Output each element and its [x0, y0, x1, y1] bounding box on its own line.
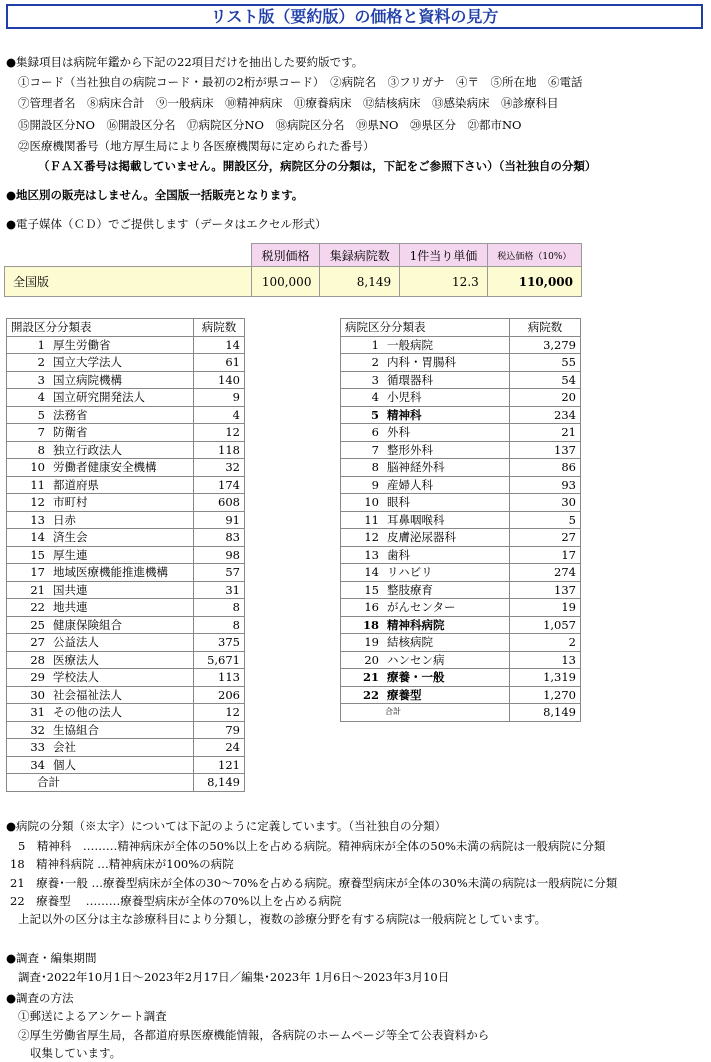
row-count: 140 [194, 371, 245, 389]
row-no: 34 [7, 756, 50, 774]
row-name: 社会福祉法人 [49, 686, 194, 704]
row-name: 医療法人 [49, 651, 194, 669]
price-header: 集録病院数 [320, 244, 400, 267]
row-name: 防衛省 [49, 424, 194, 442]
table-row [341, 354, 581, 372]
price-count: 8,149 [320, 267, 400, 297]
table-row [7, 494, 245, 512]
row-count: 4 [194, 406, 245, 424]
intro-line-1: ●集録項目は病院年鑑から下記の22項目だけを抽出した要約版です。 [6, 55, 364, 69]
table-row [341, 406, 581, 424]
row-count: 206 [194, 686, 245, 704]
note-line-11: ②厚生労働省厚生局，各都道府県医療機能情報，各病院のホームページ等全て公表資料から [18, 1028, 490, 1042]
row-count: 274 [509, 564, 580, 582]
table-row [7, 581, 245, 599]
row-name: 地共連 [49, 599, 194, 617]
row-no: 13 [7, 511, 50, 529]
table-row [341, 599, 581, 617]
row-name: 厚生労働省 [49, 336, 194, 354]
table-row [7, 389, 245, 407]
row-count: 79 [194, 721, 245, 739]
count-header: 病院数 [509, 319, 580, 337]
row-count: 54 [509, 371, 580, 389]
intro-line-4: ⑮開設区分NO ⑯開設区分名 ⑰病院区分NO ⑱病院区分名 ⑲県NO ⑳県区分 ㉑都市NO [18, 118, 522, 132]
row-no: 14 [341, 564, 384, 582]
row-count: 98 [194, 546, 245, 564]
price-label: 全国版 [5, 267, 252, 297]
row-no: 27 [7, 634, 50, 652]
note-line-1: ●病院の分類（※太字）については下記のように定義しています。（当社独自の分類） [6, 819, 447, 833]
row-name: 療養・一般 [383, 669, 509, 687]
price-taxed: 110,000 [487, 267, 581, 297]
row-count: 1,270 [509, 686, 580, 704]
table-row [341, 686, 581, 704]
row-count: 57 [194, 564, 245, 582]
row-name: 結核病院 [383, 634, 509, 652]
table-row [341, 581, 581, 599]
row-name: 都道府県 [49, 476, 194, 494]
note-line-8: 調査･2022年10月1日～2023年2月17日／編集･2023年 1月6日～2023年3月10日 [18, 970, 450, 984]
row-no: 15 [341, 581, 384, 599]
row-name: 精神科病院 [383, 616, 509, 634]
row-name: 眼科 [383, 494, 509, 512]
row-no: 6 [341, 424, 384, 442]
row-no: 7 [7, 424, 50, 442]
table-row [7, 354, 245, 372]
row-count: 8 [194, 616, 245, 634]
price-header: 1件当り単価 [400, 244, 488, 267]
row-name: 整形外科 [383, 441, 509, 459]
table-row [341, 546, 581, 564]
page-title: リスト版（要約版）の価格と資料の見方 [6, 4, 703, 29]
row-count: 86 [509, 459, 580, 477]
row-no: 7 [341, 441, 384, 459]
intro-line-7: ●地区別の販売はしません。全国版一括販売となります。 [6, 188, 304, 202]
row-no: 14 [7, 529, 50, 547]
table-row [7, 599, 245, 617]
count-header: 病院数 [194, 319, 245, 337]
row-name: 外科 [383, 424, 509, 442]
row-no: 4 [7, 389, 50, 407]
row-name: 国共連 [49, 581, 194, 599]
total-row [7, 774, 245, 792]
row-no: 11 [7, 476, 50, 494]
table-row [341, 459, 581, 477]
row-count: 55 [509, 354, 580, 372]
row-no: 5 [7, 406, 50, 424]
row-name: リハビリ [383, 564, 509, 582]
row-no: 2 [7, 354, 50, 372]
table-row [341, 476, 581, 494]
table-row [7, 739, 245, 757]
note-line-10: ①郵送によるアンケート調査 [18, 1009, 167, 1023]
row-count: 19 [509, 599, 580, 617]
row-name: 法務省 [49, 406, 194, 424]
table-row [341, 616, 581, 634]
row-name: 国立病院機構 [49, 371, 194, 389]
row-count: 12 [194, 704, 245, 722]
row-no: 4 [341, 389, 384, 407]
row-count: 113 [194, 669, 245, 687]
row-name: 会社 [49, 739, 194, 757]
table-row [7, 721, 245, 739]
row-no: 9 [341, 476, 384, 494]
row-count: 8 [194, 599, 245, 617]
row-no: 3 [341, 371, 384, 389]
row-name: 独立行政法人 [49, 441, 194, 459]
row-name: その他の法人 [49, 704, 194, 722]
table-row [341, 441, 581, 459]
row-name: 労働者健康安全機構 [49, 459, 194, 477]
table-row [7, 476, 245, 494]
row-count: 31 [194, 581, 245, 599]
table-row [341, 669, 581, 687]
row-count: 27 [509, 529, 580, 547]
row-name: 耳鼻咽喉科 [383, 511, 509, 529]
row-no: 10 [7, 459, 50, 477]
row-count: 17 [509, 546, 580, 564]
table-row [7, 686, 245, 704]
table-row [7, 336, 245, 354]
table-header: 開設区分分類表 [7, 319, 194, 337]
price-table [4, 243, 582, 297]
row-count: 14 [194, 336, 245, 354]
row-no: 31 [7, 704, 50, 722]
row-name: 生協組合 [49, 721, 194, 739]
row-no: 15 [7, 546, 50, 564]
note-line-12: 収集しています。 [30, 1046, 122, 1060]
row-count: 5 [509, 511, 580, 529]
row-count: 91 [194, 511, 245, 529]
row-name: 国立大学法人 [49, 354, 194, 372]
row-count: 3,279 [509, 336, 580, 354]
row-no: 28 [7, 651, 50, 669]
row-no: 32 [7, 721, 50, 739]
row-count: 608 [194, 494, 245, 512]
row-no: 10 [341, 494, 384, 512]
row-name: 健康保険組合 [49, 616, 194, 634]
note-line-6: 上記以外の区分は主な診療科目により分類し，複数の診療分野を有する病院は一般病院としています。 [18, 912, 547, 926]
row-name: 済生会 [49, 529, 194, 547]
table-row [341, 564, 581, 582]
row-count: 20 [509, 389, 580, 407]
price-blank-cell [5, 244, 252, 267]
table-row [7, 546, 245, 564]
row-name: 日赤 [49, 511, 194, 529]
row-count: 118 [194, 441, 245, 459]
row-count: 13 [509, 651, 580, 669]
table-row [341, 371, 581, 389]
row-name: 整肢療育 [383, 581, 509, 599]
row-count: 24 [194, 739, 245, 757]
row-count: 83 [194, 529, 245, 547]
table-row [7, 459, 245, 477]
note-line-2: 5 精神科 ………精神病床が全体の50%以上を占める病院。精神病床が全体の50%未満の病院は一般病院に分類 [18, 839, 606, 853]
row-no: 20 [341, 651, 384, 669]
row-count: 121 [194, 756, 245, 774]
row-no: 1 [341, 336, 384, 354]
row-count: 137 [509, 441, 580, 459]
row-no: 18 [341, 616, 384, 634]
intro-line-8: ●電子媒体（ＣＤ）でご提供します（データはエクセル形式） [6, 217, 327, 231]
kaisetsu-table [6, 318, 245, 792]
intro-line-6: （ＦＡＸ番号は掲載していません。開設区分，病院区分の分類は，下記をご参照下さい）（当社独自の分類） [38, 159, 597, 173]
row-name: 個人 [49, 756, 194, 774]
row-count: 93 [509, 476, 580, 494]
row-count: 21 [509, 424, 580, 442]
row-name: ハンセン病 [383, 651, 509, 669]
table-row [7, 669, 245, 687]
row-name: 国立研究開発法人 [49, 389, 194, 407]
table-row [7, 704, 245, 722]
row-name: 歯科 [383, 546, 509, 564]
total-count: 8,149 [194, 774, 245, 792]
row-no: 11 [341, 511, 384, 529]
total-count: 8,149 [509, 704, 580, 722]
total-label: 合計 [7, 774, 194, 792]
row-no: 17 [7, 564, 50, 582]
table-row [341, 389, 581, 407]
table-row [7, 511, 245, 529]
row-name: がんセンター [383, 599, 509, 617]
row-count: 32 [194, 459, 245, 477]
row-name: 療養型 [383, 686, 509, 704]
row-name: 市町村 [49, 494, 194, 512]
row-no: 22 [341, 686, 384, 704]
row-count: 137 [509, 581, 580, 599]
row-no: 13 [341, 546, 384, 564]
row-name: 皮膚泌尿器科 [383, 529, 509, 547]
row-no: 5 [341, 406, 384, 424]
row-count: 9 [194, 389, 245, 407]
price-header: 税別価格 [251, 244, 320, 267]
row-no: 21 [7, 581, 50, 599]
row-name: 小児科 [383, 389, 509, 407]
row-no: 29 [7, 669, 50, 687]
row-no: 21 [341, 669, 384, 687]
row-count: 375 [194, 634, 245, 652]
row-no: 16 [341, 599, 384, 617]
row-count: 30 [509, 494, 580, 512]
total-row [341, 704, 581, 722]
row-name: 地域医療機能推進機構 [49, 564, 194, 582]
row-name: 脳神経外科 [383, 459, 509, 477]
row-no: 30 [7, 686, 50, 704]
row-no: 1 [7, 336, 50, 354]
price-header: 税込価格（10%） [487, 244, 581, 267]
row-count: 234 [509, 406, 580, 424]
intro-line-2: ①コード（当社独自の病院コード・最初の2桁が県コード） ②病院名 ③フリガナ ④〒 ⑤所在地 ⑥電話 [18, 75, 583, 89]
table-row [341, 511, 581, 529]
table-row [341, 494, 581, 512]
price-value: 100,000 [251, 267, 320, 297]
table-row [7, 424, 245, 442]
note-line-7: ●調査・編集期間 [6, 951, 97, 965]
table-row [341, 529, 581, 547]
row-name: 循環器科 [383, 371, 509, 389]
byouin-table [340, 318, 581, 722]
row-count: 1,057 [509, 616, 580, 634]
intro-line-5: ㉒医療機関番号（地方厚生局により各医療機関毎に定められた番号） [18, 139, 375, 153]
row-no: 25 [7, 616, 50, 634]
row-count: 5,671 [194, 651, 245, 669]
table-row [7, 406, 245, 424]
note-line-5: 22 療養型 ………療養型病床が全体の70%以上を占める病院 [10, 894, 342, 908]
note-line-9: ●調査の方法 [6, 991, 74, 1005]
table-row [7, 529, 245, 547]
table-row [341, 336, 581, 354]
row-name: 厚生連 [49, 546, 194, 564]
row-name: 産婦人科 [383, 476, 509, 494]
table-row [7, 651, 245, 669]
row-no: 12 [341, 529, 384, 547]
row-no: 22 [7, 599, 50, 617]
row-count: 1,319 [509, 669, 580, 687]
row-count: 61 [194, 354, 245, 372]
table-row [7, 371, 245, 389]
row-no: 8 [341, 459, 384, 477]
row-no: 12 [7, 494, 50, 512]
table-row [7, 616, 245, 634]
row-name: 精神科 [383, 406, 509, 424]
row-count: 2 [509, 634, 580, 652]
total-label: 合計 [341, 704, 510, 722]
table-row [7, 564, 245, 582]
price-unit: 12.3 [400, 267, 488, 297]
intro-line-3: ⑦管理者名 ⑧病床合計 ⑨一般病床 ⑩精神病床 ⑪療養病床 ⑫結核病床 ⑬感染病床 ⑭診療科目 [18, 96, 559, 110]
row-name: 一般病院 [383, 336, 509, 354]
table-row [7, 441, 245, 459]
row-no: 8 [7, 441, 50, 459]
row-no: 3 [7, 371, 50, 389]
row-no: 33 [7, 739, 50, 757]
row-no: 19 [341, 634, 384, 652]
row-no: 2 [341, 354, 384, 372]
note-line-4: 21 療養･一般 …療養型病床が全体の30～70%を占める病院。療養型病床が全体の30%未満の病院は一般病院に分類 [10, 876, 618, 890]
note-line-3: 18 精神科病院 …精神病床が100%の病院 [10, 857, 234, 871]
table-row [341, 651, 581, 669]
row-name: 学校法人 [49, 669, 194, 687]
row-name: 公益法人 [49, 634, 194, 652]
table-row [7, 634, 245, 652]
row-name: 内科・胃腸科 [383, 354, 509, 372]
table-header: 病院区分分類表 [341, 319, 510, 337]
table-row [341, 634, 581, 652]
row-count: 12 [194, 424, 245, 442]
table-row [341, 424, 581, 442]
table-row [7, 756, 245, 774]
row-count: 174 [194, 476, 245, 494]
